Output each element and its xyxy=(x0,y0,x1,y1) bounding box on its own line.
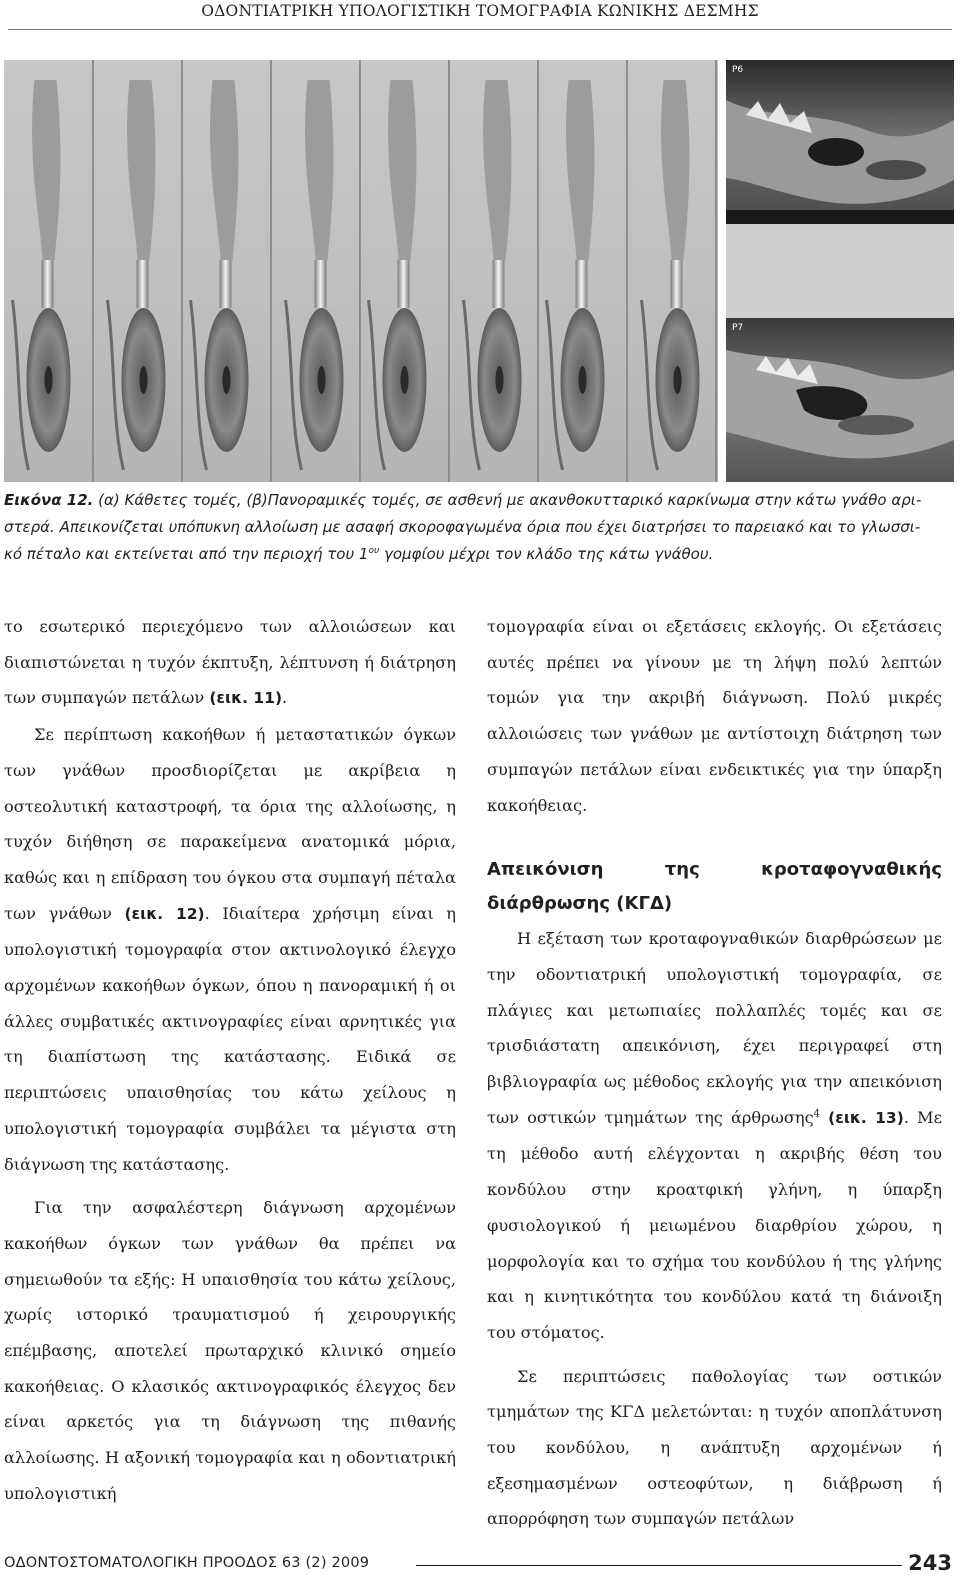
left-p2-text: Σε περίπτωση κακοήθων ή μεταστατικών όγκων των γνάθων προσδιορίζεται με ακρίβεια η οστεολυτική καταστροφή, τα όρια της αλλοίωσης, η τυχόν διήθηση σε παρακείμενα ανατομικά μόρια, καθώς και η επίδραση του όγκου στα συμπαγή πέταλα των γνάθων xyxy=(4,725,456,923)
right-paragraph-1: τομογραφία είναι οι εξετάσεις εκλογής. Οι εξετάσεις αυτές πρέπει να γίνουν με τη λήψη πολύ λεπτών τομών για την ακριβή διάγνωση. Πολύ μικρές αλλοιώσεις των γνάθων με αντίστοιχη διάτρηση των συμπαγών πετάλων είναι ενδεικτικές για την ύπαρξη κακοήθειας. xyxy=(487,617,942,815)
left-column xyxy=(4,609,456,1512)
citation-superscript: 4 xyxy=(813,1108,821,1120)
section-heading-tmj: Απεικόνιση της κροταφογναθικής διάρθρωσης (ΚΓΔ) xyxy=(487,859,942,915)
ct-slice xyxy=(93,60,182,482)
left-paragraph-2 xyxy=(4,717,456,1182)
ct-slice xyxy=(182,60,271,482)
ct-slice xyxy=(4,60,93,482)
left-p1-end: . xyxy=(282,688,288,708)
ct-slice xyxy=(538,60,627,482)
right-column xyxy=(487,609,942,1537)
caption-superscript: ου xyxy=(368,546,380,556)
footer-rule xyxy=(416,1565,902,1566)
left-paragraph-1 xyxy=(4,609,456,717)
caption-text-line1: (α) Κάθετες τομές, (β)Πανοραμικές τομές, σε ασθενή με ακανθοκυτταρικό καρκίνωμα στην κάτω γνάθο αρι- xyxy=(98,491,922,509)
page-footer xyxy=(4,1553,952,1579)
header-rule xyxy=(8,29,952,30)
caption-text-line3-end: γομφίου μέχρι τον κλάδο της κάτω γνάθου. xyxy=(379,545,714,563)
panel-label-p7: P7 xyxy=(732,323,744,333)
figure-ref-12: (εικ. 12) xyxy=(124,904,205,923)
figure-ref-11: (εικ. 11) xyxy=(209,689,283,708)
figure-12 xyxy=(4,60,954,482)
panoramic-sections-image xyxy=(726,60,954,482)
caption-text-line2: στερά. Απεικονίζεται υπόπυκνη αλλοίωση με ασαφή σκοροφαγωμένα όρια που έχει διατρήσει το παρειακό και το γλωσσι- xyxy=(4,518,921,536)
ct-slice xyxy=(449,60,538,482)
left-paragraph-3: Για την ασφαλέστερη διάγνωση αρχομένων κακοήθων όγκων των γνάθων θα πρέπει να σημειωθούν τα εξής: Η υπαισθησία του κάτω χείλους, χωρίς ιστορικό τραυματισμού ή χειρουργικής επέμβασης, αποτελεί πρωταρχικό κλινικό σημείο κακοήθειας. Ο κλασικός ακτινογραφικός έλεγχος δεν είναι αρκετός για τη διάγνωση της πιθανής αλλοίωσης. Η αξονική τομογραφία και η οδοντιατρική υπολογιστική xyxy=(4,1198,456,1503)
left-p2-end: . Ιδιαίτερα χρήσιμη είναι η υπολογιστική τομογραφία στον ακτινολογικό έλεγχο αρχομένων κακοήθων όγκων, όπου η πανοραμική ή οι άλλες συμβατικές ακτινογραφίες είναι αρνητικές για τη διαπίστωση της κατάστασης. Ειδικά σε περιπτώσεις υπαισθησίας του κάτω χείλους η υπολογιστική τομογραφία συμβάλει τα μέγιστα στη διάγνωση της κατάστασης. xyxy=(4,903,456,1174)
caption-text-line3: κό πέταλο και εκτείνεται από την περιοχή του 1 xyxy=(4,545,369,563)
caption-label: Εικόνα 12. xyxy=(4,491,94,509)
page-number: 243 xyxy=(908,1551,952,1575)
running-head: ΟΔΟΝΤΙΑΤΡΙΚΗ ΥΠΟΛΟΓΙΣΤΙΚΗ ΤΟΜΟΓΡΑΦΙΑ ΚΩΝΙΚΗΣ ΔΕΣΜΗΣ xyxy=(201,2,759,20)
ct-slice xyxy=(627,60,716,482)
figure-ref-13: (εικ. 13) xyxy=(828,1108,904,1127)
right-paragraph-3: Σε περιπτώσεις παθολογίας των οστικών τμημάτων της ΚΓΔ μελετώνται: η τυχόν αποπλάτυνση του κονδύλου, η ανάπτυξη αρχομένων ή εξεσημασμένων οστεοφύτων, η διάβρωση ή απορρόφηση των συμπαγών πετάλων xyxy=(487,1366,942,1529)
journal-title: ΟΔΟΝΤΟΣΤΟΜΑΤΟΛΟΓΙΚΗ ΠΡΟΟΔΟΣ 63 (2) 2009 xyxy=(4,1555,370,1571)
right-p2-end: . Με τη μέθοδο αυτή ελέγχονται η ακριβής θέση του κονδύλου στην κροατφική γλήνη, η ύπαρξη φυσιολογικού ή μειωμένου διαρθρίου χώρου, η μορφολογία και το σχήμα του κονδύλου ή της γλήνης και η κινητικότητα του κονδύλου κατά τη διάνοιξη του στόματος. xyxy=(487,1107,942,1342)
right-p2-text: Η εξέταση των κροταφογναθικών διαρθρώσεων με την οδοντιατρική υπολογιστική τομογραφία, σε πλάγιες και μετωπιαίες πολλαπλές τομές και σε τρισδιάστατη απεικόνιση, έχει περιγραφεί στη βιβλιογραφία ως μέθοδος εκλογής για την απεικόνιση των οστικών τμημάτων της άρθρωσης xyxy=(487,929,942,1127)
cross-sectional-slices-image xyxy=(4,60,718,482)
figure-caption xyxy=(4,487,952,568)
panel-label-p6: P6 xyxy=(732,65,744,75)
ct-slice xyxy=(360,60,449,482)
left-p1-text: το εσωτερικό περιεχόμενο των αλλοιώσεων και διαπιστώνεται η τυχόν έκπτυξη, λέπτυνση ή διάτρηση των συμπαγών πετάλων xyxy=(4,617,456,708)
ct-slice xyxy=(271,60,360,482)
right-paragraph-2 xyxy=(487,921,942,1350)
